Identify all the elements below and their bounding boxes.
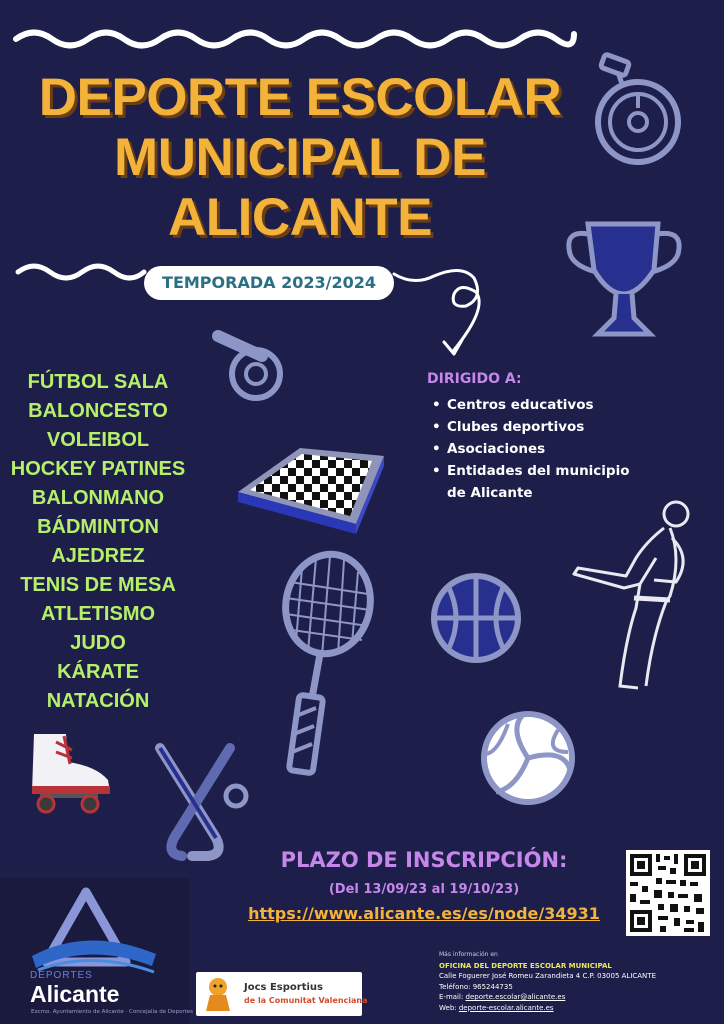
info-email-label: E-mail: (439, 993, 466, 1001)
info-address: Calle Foguerer José Romeu Zarandieta 4 C.P. 03005 ALICANTE (439, 972, 656, 980)
dirigido-item: • Centros educativos (432, 397, 594, 413)
jocs-mascot-icon (200, 975, 238, 1013)
qr-code-icon[interactable] (626, 850, 710, 936)
sport-item: JUDO (70, 632, 126, 654)
logo-deportes-text: DEPORTES (30, 970, 93, 981)
sport-item: BÁDMINTON (37, 516, 159, 538)
registration-link[interactable]: https://www.alicante.es/es/node/34931 (248, 904, 600, 923)
sport-item: AJEDREZ (51, 545, 145, 567)
stopwatch-icon (588, 50, 688, 168)
jocs-line-2: de la Comunitat Valenciana (244, 996, 368, 1005)
dirigido-item-text: Asociaciones (447, 441, 546, 457)
jocs-esportius-logo (196, 972, 368, 1016)
registration-dates: (Del 13/09/23 al 19/10/23) (328, 882, 520, 897)
info-web-link[interactable]: deporte-escolar.alicante.es (458, 1003, 554, 1012)
sport-item: HOCKEY PATINES (10, 458, 186, 480)
logo-triangle-icon (28, 886, 160, 982)
sports-list (0, 368, 196, 716)
sport-item: TENIS DE MESA (20, 574, 176, 596)
title-line-2: MUNICIPAL DE (114, 128, 486, 187)
registration-title: PLAZO DE INSCRIPCIÓN: (280, 848, 568, 872)
info-phone: Teléfono: 965244735 (439, 982, 513, 991)
sport-item: NATACIÓN (46, 690, 150, 712)
info-office: OFICINA DEL DEPORTE ESCOLAR MUNICIPAL (439, 961, 612, 970)
dirigido-item-text: Entidades del municipio (447, 463, 630, 479)
basketball-icon (428, 570, 524, 666)
logo-tagline: Excmo. Ayuntamiento de Alicante · Concejalía de Deportes (31, 1009, 193, 1015)
info-email-link[interactable]: deporte.escolar@alicante.es (465, 993, 566, 1001)
dirigido-item-text: Centros educativos (447, 397, 594, 413)
sport-item: KÁRATE (57, 661, 139, 683)
sport-item: ATLETISMO (40, 603, 156, 625)
dirigido-item-continuation: de Alicante (447, 485, 533, 501)
sport-item: VOLEIBOL (46, 429, 150, 451)
season-badge: TEMPORADA 2023/2024 (144, 266, 394, 300)
top-wave-decoration (12, 22, 578, 56)
dirigido-list (432, 394, 692, 504)
sport-item: FÚTBOL SALA (27, 371, 169, 393)
info-web-row (439, 1003, 719, 1014)
info-intro: Más información en (439, 951, 498, 958)
title-line-3: ALICANTE (168, 188, 432, 247)
dirigido-item: • Asociaciones (432, 441, 546, 457)
roller-skate-icon (26, 728, 118, 818)
chess-board-icon (232, 444, 388, 536)
whistle-icon (208, 322, 292, 408)
poster-title (0, 68, 600, 248)
title-line-1: DEPORTE ESCOLAR (38, 68, 562, 127)
hockey-sticks-icon (130, 738, 264, 866)
karate-figure-icon (566, 498, 702, 700)
contact-info (439, 950, 719, 1013)
jocs-line-1: Jocs Esportius (244, 982, 323, 993)
badminton-racket-icon (272, 548, 382, 778)
volleyball-icon (478, 708, 578, 808)
trophy-icon (558, 210, 692, 342)
sport-item: BALONCESTO (28, 400, 168, 422)
dirigido-item: • Entidades del municipio (432, 463, 630, 479)
dirigido-item-text: Clubes deportivos (447, 419, 585, 435)
sport-item: BALONMANO (31, 487, 165, 509)
dirigido-title: DIRIGIDO A: (427, 371, 522, 387)
dirigido-item: • Clubes deportivos (432, 419, 585, 435)
info-web-label: Web: (439, 1003, 459, 1012)
info-email-row (439, 992, 719, 1003)
logo-alicante-text: Alicante (30, 981, 120, 1007)
